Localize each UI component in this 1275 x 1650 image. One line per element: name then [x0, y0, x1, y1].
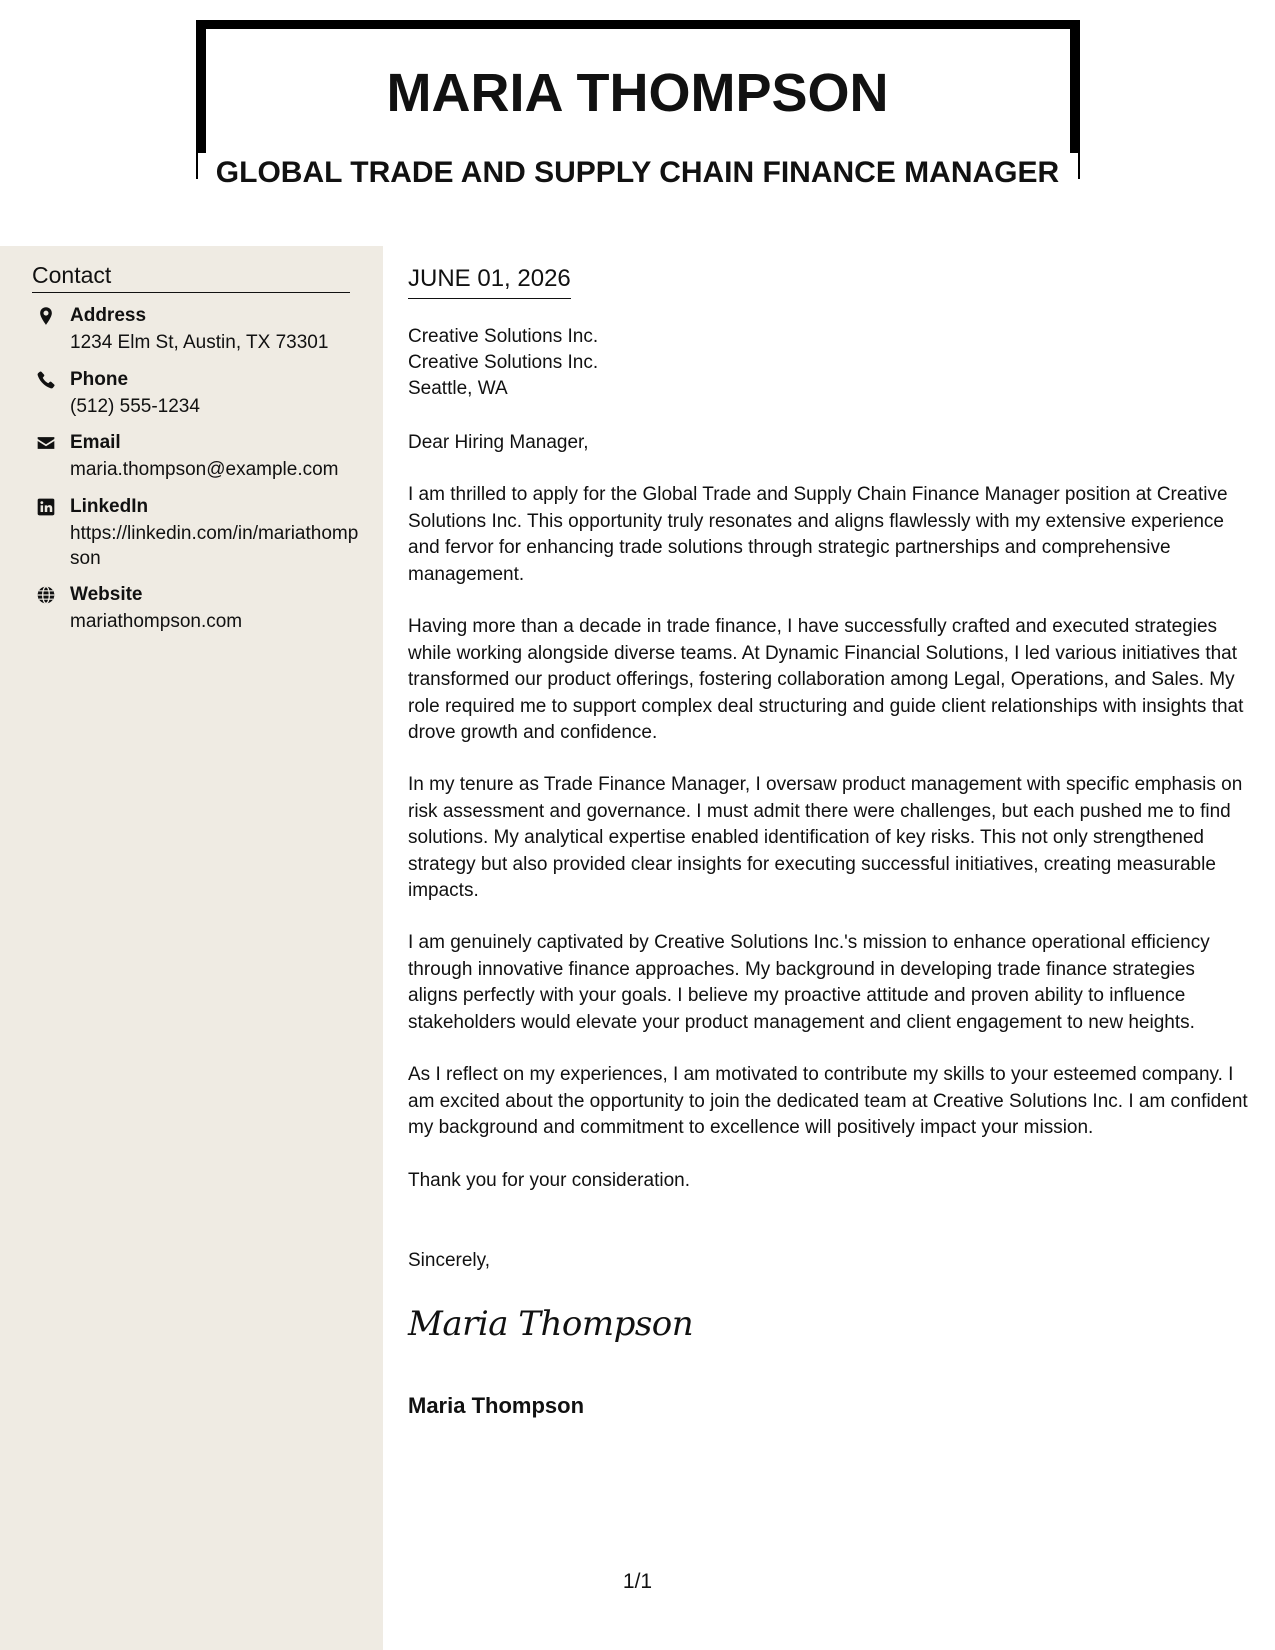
applicant-name: MARIA THOMPSON	[386, 63, 889, 123]
contact-label: LinkedIn	[70, 496, 149, 517]
linkedin-icon	[36, 497, 56, 517]
recipient-line: Creative Solutions Inc.	[408, 352, 599, 373]
email-value[interactable]: maria.thompson@example.com	[70, 459, 339, 480]
signer-name: Maria Thompson	[408, 1393, 585, 1418]
body-paragraph: I am genuinely captivated by Creative Solutions Inc.'s mission to enhance operational efficiency through innovative finance approaches. My background in developing trade finance strategies aligns perfectly with your goals. I believe my proactive attitude and proven ability to influence stakeholders would elevate your product management and client engagement to new heights.	[408, 932, 1210, 1033]
body-paragraph: As I reflect on my experiences, I am motivated to contribute my skills to your esteemed company. I am excited about the opportunity to join the dedicated team at Creative Solutions Inc. I am confident my background and commitment to excellence will positively impact your mission.	[408, 1064, 1248, 1138]
recipient-line: Seattle, WA	[408, 378, 508, 399]
body-paragraph: I am thrilled to apply for the Global Trade and Supply Chain Finance Manager position at Creative Solutions Inc. This opportunity truly resonates and aligns flawlessly with my extensive experience and fervor for enhancing trade solutions through strategic partnerships and comprehensive management.	[408, 484, 1228, 585]
contact-label: Phone	[70, 369, 129, 390]
closing: Sincerely,	[408, 1250, 491, 1271]
signature: Maria Thompson	[408, 1304, 694, 1344]
address-value: 1234 Elm St, Austin, TX 73301	[70, 332, 329, 353]
thanks-line: Thank you for your consideration.	[408, 1170, 690, 1191]
job-title: GLOBAL TRADE AND SUPPLY CHAIN FINANCE MANAGER	[215, 156, 1060, 189]
page-number: 1/1	[622, 1570, 653, 1593]
letter-date: JUNE 01, 2026	[408, 264, 571, 299]
contact-label: Email	[70, 432, 121, 453]
frame-top-bar	[196, 20, 1080, 29]
recipient-line: Creative Solutions Inc.	[408, 326, 599, 347]
contact-heading: Contact	[32, 260, 350, 293]
body-paragraph: Having more than a decade in trade finance, I have successfully crafted and executed strategies while working alongside diverse teams. At Dynamic Financial Solutions, I led various initiatives that transformed our product offerings, fostering collaboration among Legal, Operations, and Sales. My role required me to support complex deal structuring and guide client relationships with insights that drove growth and confidence.	[408, 616, 1244, 743]
envelope-icon	[36, 433, 56, 453]
contact-label: Address	[70, 305, 147, 326]
contact-label: Website	[70, 584, 143, 605]
salutation: Dear Hiring Manager,	[408, 432, 589, 453]
map-pin-icon	[36, 306, 56, 326]
body-paragraph: In my tenure as Trade Finance Manager, I oversaw product management with specific emphasis on risk assessment and governance. I must admit there were challenges, but each pushed me to find solutions. My analytical expertise enabled identification of key risks. This not only strengthened strategy but also provided clear insights for executing successful initiatives, creating measurable impacts.	[408, 774, 1243, 901]
contact-sidebar	[0, 246, 383, 1650]
recipient-block	[408, 324, 598, 402]
phone-value: (512) 555-1234	[70, 396, 200, 417]
globe-icon	[36, 585, 56, 605]
website-value[interactable]: mariathompson.com	[70, 611, 243, 632]
linkedin-value[interactable]: https://linkedin.com/in/mariathompson	[70, 523, 359, 569]
phone-icon	[36, 370, 56, 390]
